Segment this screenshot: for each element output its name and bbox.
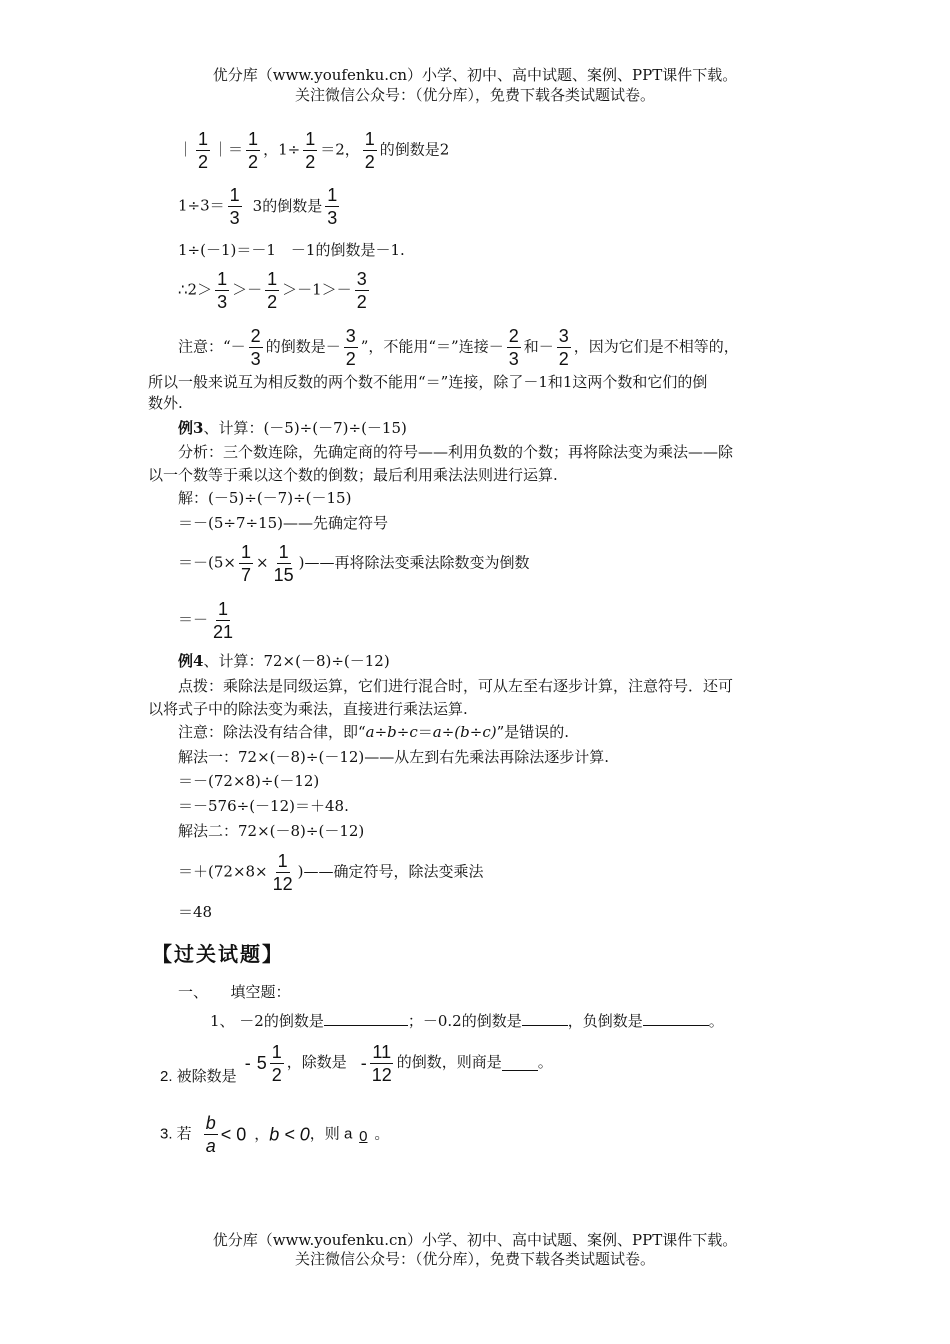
text-segment: 、计算：(－5)÷(－7)÷(－15) [203,419,407,437]
math-expression: < 0 [220,1124,247,1145]
text-segment: 和－ [523,337,554,356]
reciprocal-line-2 [178,184,342,229]
example-3-solution-4 [178,598,238,643]
text-segment: 的倒数，则商是 [396,1054,502,1071]
example-4-tip-2: 以将式子中的除法变为乘法，直接进行乘法运算. [148,700,468,718]
answer-blank[interactable] [502,1056,538,1071]
fraction: $\frac{b}{a}$ [205,1113,216,1156]
fraction: $\frac{1}{3}$ [327,185,338,228]
answer-blank[interactable] [643,1011,709,1026]
text-segment: ，负倒数是 [567,1012,643,1030]
text-segment: ，则 a [309,1125,353,1143]
text-segment: ， [254,1125,270,1143]
text-segment: ，除数是 [286,1054,347,1071]
question-2 [160,1040,553,1086]
header-line-2: 关注微信公众号：（优分库），免费下载各类试题试卷。 [294,86,655,104]
example-4-method-2: 解法二：72×(－8)÷(－12) [178,822,365,840]
fraction: $\frac{11}{12}$ [371,1041,392,1085]
fraction: $\frac{2}{3}$ [250,326,261,369]
text-segment: ＝－(5× [178,553,236,572]
text-segment: 注意：“－ [178,337,246,356]
example-4-method-1: 解法一：72×(－8)÷(－12)——从左到右先乘法再除法逐步计算. [178,748,610,766]
text-segment: 1、 －2的倒数是 [210,1012,324,1030]
minus-sign: - [360,1053,367,1073]
fraction: $\frac{2}{3}$ [508,326,519,369]
header-line-1: 优分库（www.youfenku.cn）小学、初中、高中试题、案例、PPT课件下载。 [212,66,738,84]
text-segment: 。 [537,1054,553,1071]
example-3-analysis-2: 以一个数等于乘以这个数的倒数；最后利用乘法法则进行运算. [148,466,558,484]
text-segment: 、计算：72×(－8)÷(－12) [203,652,390,670]
text-segment: ；－0.2的倒数是 [407,1012,522,1030]
text-segment: 的倒数是－ [265,337,341,356]
fraction: $\frac{1}{2}$ [271,1041,282,1085]
text-segment: ＞－1＞－ [282,280,352,299]
answer-blank[interactable]: 0 [359,1127,368,1145]
text-segment: ＝2， [320,140,360,159]
answer-blank[interactable] [522,1011,568,1026]
text-segment: 2. 被除数是 [160,1068,237,1085]
example-4-method-1-step-1: ＝－(72×8)÷(－12) [178,772,320,790]
mixed-number-whole: 5 [256,1053,267,1073]
note-1-line-3: 数外. [148,394,183,412]
text-segment: ＝ [417,723,433,741]
reciprocal-line-3: 1÷(－1)＝－1 －1的倒数是－1. [178,241,405,259]
fraction: $\frac{1}{15}$ [273,542,294,585]
example-3-solution-3 [178,541,529,586]
text-segment: 。 [374,1125,390,1143]
footer-line-1: 优分库（www.youfenku.cn）小学、初中、高中试题、案例、PPT课件下载。 [212,1231,738,1249]
text-segment: 3. 若 [160,1125,192,1143]
example-label: 例3 [178,419,204,437]
example-label: 例4 [178,652,204,670]
section-title: 【过关试题】 [152,942,284,966]
text-segment: ”，不能用“＝”连接－ [360,337,504,356]
fraction: $\frac{1}{3}$ [229,185,240,228]
text-segment: ＝－ [178,610,209,629]
text-segment: ∴2＞ [178,280,213,299]
math-expression: b < 0 [269,1124,310,1145]
footer-line-2: 关注微信公众号：（优分库），免费下载各类试题试卷。 [294,1250,655,1268]
minus-sign: - [244,1053,251,1073]
answer-blank[interactable] [324,1011,408,1026]
example-3-title [178,419,407,437]
fraction: $\frac{1}{2}$ [364,129,375,172]
fraction: $\frac{1}{2}$ [248,129,259,172]
text-segment: ＝＋(72×8× [178,862,268,881]
note-1-line-2: 所以一般来说互为相反数的两个数不能用“＝”连接，除了－1和1这两个数和它们的倒 [148,373,708,391]
example-4-method-2-step-2: ＝48 [178,903,213,921]
example-4-title [178,652,390,670]
text-segment: 。 [708,1012,724,1030]
example-4-tip-1: 点拨：乘除法是同级运算，它们进行混合时，可从左至右逐步计算，注意符号．还可 [178,677,734,695]
text-segment: ＞－ [232,280,263,299]
example-3-analysis-1: 分析：三个数连除，先确定商的符号——利用负数的个数；再将除法变为乘法——除 [178,443,734,461]
example-3-solution-2: ＝－(5÷7÷15)——先确定符号 [178,514,389,532]
example-4-method-2-step-1 [178,850,484,895]
question-3 [160,1112,389,1157]
note-1-line-1 [178,325,739,370]
text-segment: ，1÷ [263,140,301,159]
text-segment: 1÷3＝ [178,196,225,215]
text-segment: ”是错误的. [496,723,570,741]
example-4-note [178,723,569,741]
text-segment: )——确定符号，除法变乘法 [297,862,484,881]
fraction: $\frac{1}{2}$ [267,269,278,312]
example-4-method-1-step-2: ＝－576÷(－12)＝＋48. [178,797,349,815]
comparison-line [178,268,372,313]
fraction: $\frac{3}{2}$ [558,326,569,369]
fraction: $\frac{1}{21}$ [213,599,234,642]
question-part-heading: 一、 填空题： [178,983,291,1001]
fraction: $\frac{1}{12}$ [272,851,293,894]
math-expression: a÷b÷c [365,723,418,741]
abs-bar: ｜ [178,140,194,159]
math-expression: a÷(b÷c) [432,723,497,741]
fraction: $\frac{1}{7}$ [240,542,251,585]
text-segment: ｜＝ [213,140,244,159]
fraction: $\frac{1}{3}$ [217,269,228,312]
fraction: $\frac{3}{2}$ [345,326,356,369]
reciprocal-line-1 [178,128,449,173]
fraction: $\frac{1}{2}$ [305,129,316,172]
fraction: $\frac{1}{2}$ [198,129,209,172]
question-1 [210,1011,724,1030]
text-segment: 注意：除法没有结合律，即“ [178,723,366,741]
example-3-solution-1: 解：(－5)÷(－7)÷(－15) [178,489,352,507]
text-segment: ，因为它们是不相等的， [573,337,739,356]
text-segment: )——再将除法变乘法除数变为倒数 [298,553,530,572]
text-segment: × [255,553,269,572]
fraction: $\frac{3}{2}$ [356,269,367,312]
text-segment: 3的倒数是 [252,196,323,215]
text-segment: 的倒数是2 [379,140,450,159]
